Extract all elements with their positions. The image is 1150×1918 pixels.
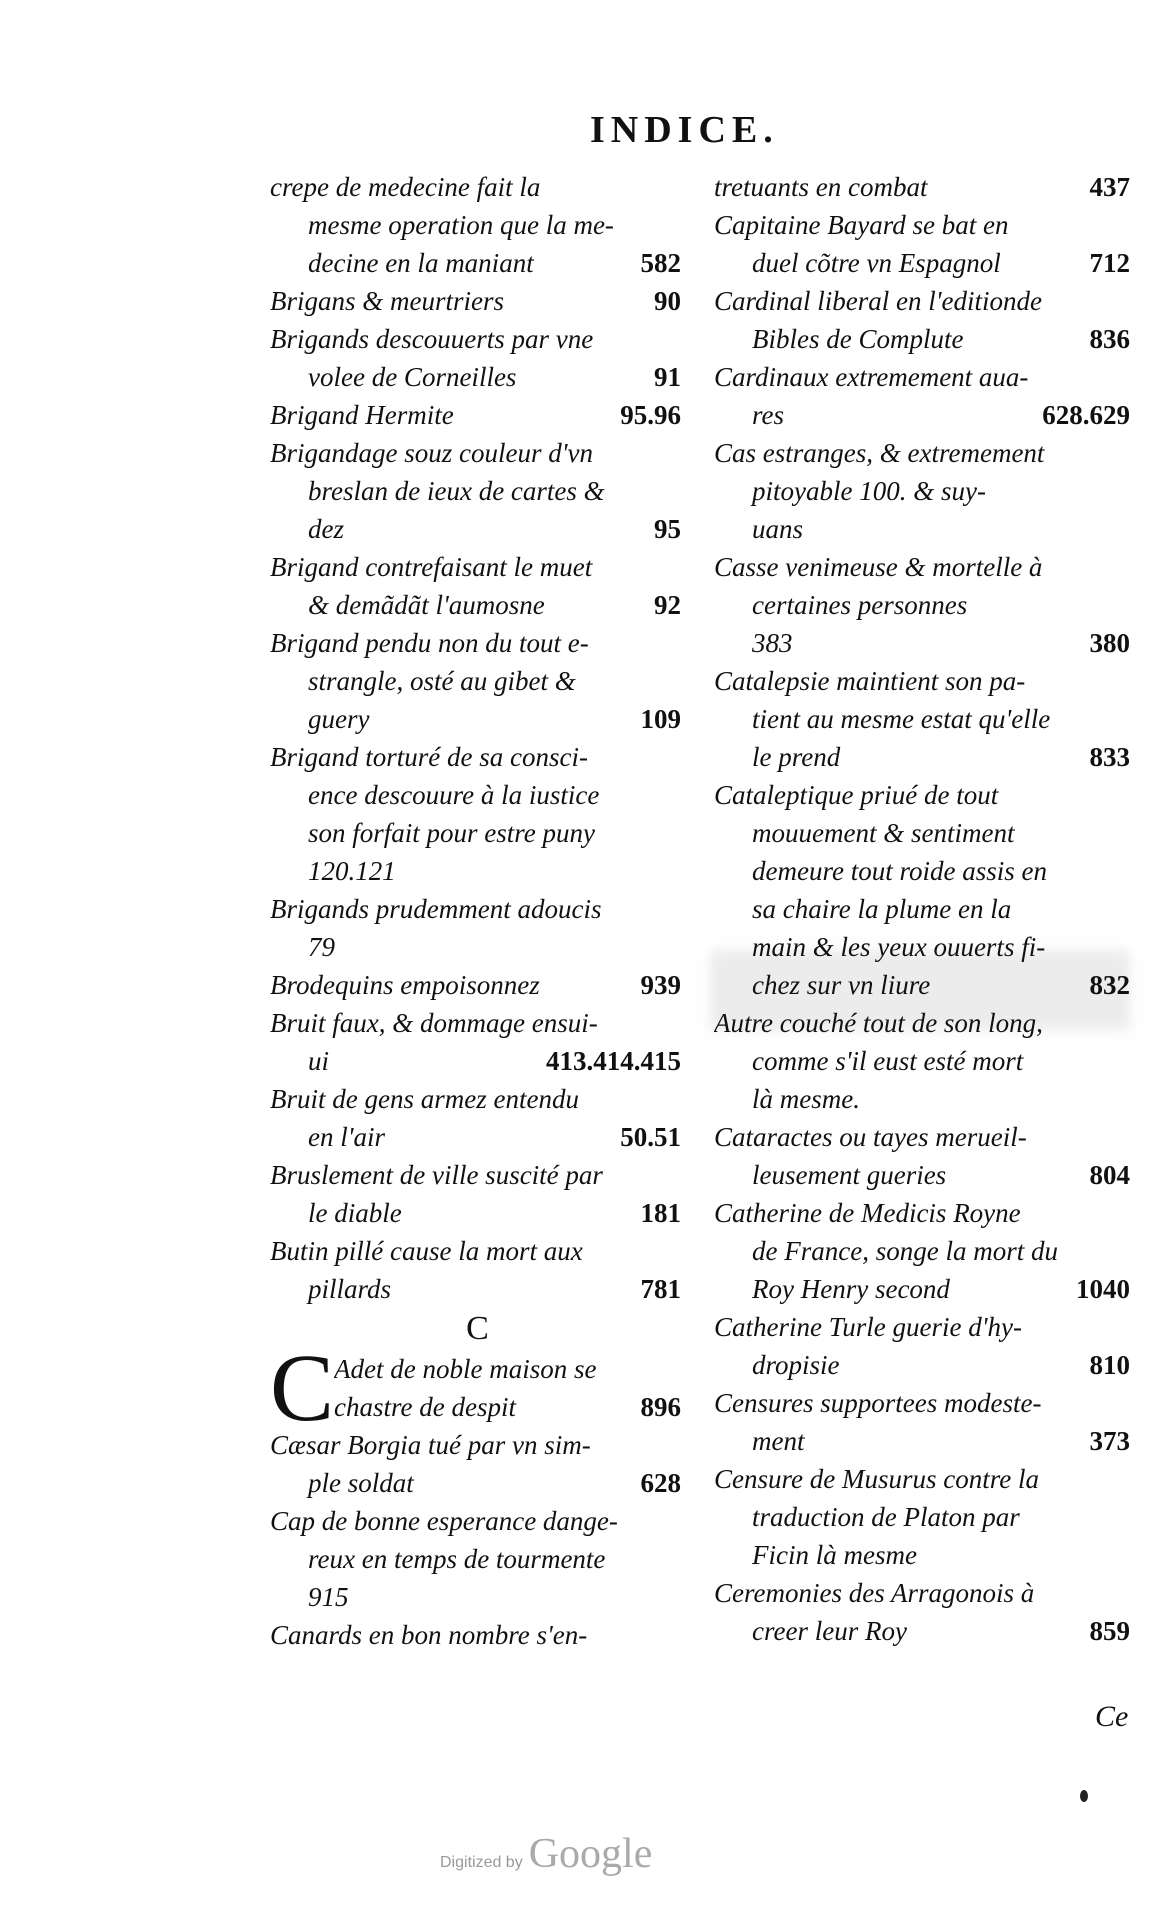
- page-number: 836: [1089, 324, 1130, 354]
- entry-line: [270, 244, 685, 282]
- page-number: 859: [1089, 1616, 1130, 1646]
- entry-line: [270, 1194, 685, 1232]
- entry-line-text: dropisie: [752, 1350, 840, 1380]
- entry-line-text: creer leur Roy: [752, 1616, 907, 1646]
- entry-line-text: Roy Henry second: [752, 1274, 950, 1304]
- entry-line: [714, 1156, 1134, 1194]
- entry-line: [714, 1498, 1134, 1536]
- page-number: 896: [640, 1392, 681, 1422]
- entry-line-text: decine en la maniant: [308, 248, 534, 278]
- index-column-right: [714, 168, 1134, 1650]
- entry-line: [270, 586, 685, 624]
- entry-line-text: Brigans & meurtriers: [270, 286, 505, 316]
- entry-line: [714, 1384, 1134, 1422]
- entry-line-text: Cataleptique priué de tout: [714, 780, 999, 810]
- entry-line-text: Canards en bon nombre s'en-: [270, 1620, 588, 1650]
- entry-line: [714, 776, 1134, 814]
- entry-line: [714, 244, 1134, 282]
- index-entry: [270, 320, 685, 396]
- index-entry: [270, 1426, 685, 1502]
- index-entry: [270, 738, 685, 890]
- page-number: 413.414.415: [546, 1046, 681, 1076]
- running-header: INDICE.: [590, 109, 779, 151]
- entry-line: [714, 814, 1134, 852]
- entry-line: [270, 966, 685, 1004]
- index-entry: [714, 282, 1134, 358]
- entry-line: [714, 1042, 1134, 1080]
- entry-line: [270, 358, 685, 396]
- entry-line-text: Bruit de gens armez entendu: [270, 1084, 579, 1114]
- entry-line-text: Ceremonies des Arragonois à: [714, 1578, 1035, 1608]
- entry-line: [714, 282, 1134, 320]
- entry-line-text: tient au mesme estat qu'elle: [752, 704, 1051, 734]
- entry-line-text: traduction de Platon par: [752, 1502, 1020, 1532]
- entry-line: [270, 282, 685, 320]
- entry-line: [714, 662, 1134, 700]
- index-entry: [714, 206, 1134, 282]
- entry-line: [714, 966, 1134, 1004]
- entry-line-text: ple soldat: [308, 1468, 414, 1498]
- entry-line-text: Brigand pendu non du tout e-: [270, 628, 589, 658]
- index-entry: [714, 1118, 1134, 1194]
- entry-line-text: Brigands descouuerts par vne: [270, 324, 594, 354]
- entry-line: [270, 738, 685, 776]
- page-number: 373: [1089, 1426, 1130, 1456]
- entry-line: [270, 1080, 685, 1118]
- entry-line: [714, 1232, 1134, 1270]
- entry-line: [714, 358, 1134, 396]
- page-number: 92: [654, 590, 681, 620]
- entry-line: [270, 320, 685, 358]
- entry-line: [270, 776, 685, 814]
- entry-line: [714, 396, 1134, 434]
- entry-line-text: en l'air: [308, 1122, 386, 1152]
- entry-line-text: Brodequins empoisonnez: [270, 970, 540, 1000]
- entry-line: [270, 1042, 685, 1080]
- entry-line-text: ence descouure à la iustice: [308, 780, 600, 810]
- entry-line: [714, 510, 1134, 548]
- entry-line-text: pitoyable 100. & suy-: [752, 476, 986, 506]
- index-entry: [714, 1004, 1134, 1118]
- entry-line-text: chez sur vn liure: [752, 970, 931, 1000]
- ink-mark: [1080, 1790, 1088, 1802]
- entry-line: [714, 168, 1134, 206]
- index-entry: [714, 1384, 1134, 1460]
- entry-line-text: Catherine de Medicis Royne: [714, 1198, 1021, 1228]
- page-number: 832: [1089, 970, 1130, 1000]
- entry-line: [270, 1502, 685, 1540]
- entry-line-text: le diable: [308, 1198, 402, 1228]
- entry-line-text: de France, songe la mort du: [752, 1236, 1058, 1266]
- entry-line: [270, 168, 685, 206]
- entry-line: [334, 1388, 685, 1426]
- entry-line: [714, 700, 1134, 738]
- entry-line-text: res: [752, 400, 784, 430]
- index-entry: [270, 1004, 685, 1080]
- entry-line-text: duel cõtre vn Espagnol: [752, 248, 1001, 278]
- entry-line-text: Censure de Musurus contre la: [714, 1464, 1039, 1494]
- entry-line-text: Cataractes ou tayes merueil-: [714, 1122, 1027, 1152]
- index-entry: [270, 1502, 685, 1616]
- page-number: 90: [654, 286, 681, 316]
- entry-line-text: leusement gueries: [752, 1160, 947, 1190]
- entry-line: [270, 1118, 685, 1156]
- entry-line-text: Brigands prudemment adoucis: [270, 894, 602, 924]
- entry-line-text: Bruit faux, & dommage ensui-: [270, 1008, 598, 1038]
- index-entry: [270, 890, 685, 966]
- digitized-by-text: Digitized by: [440, 1854, 523, 1871]
- page-number: 1040: [1076, 1274, 1130, 1304]
- entry-line: [714, 434, 1134, 472]
- entry-line: [270, 510, 685, 548]
- entry-line: [270, 548, 685, 586]
- entry-line: [714, 1270, 1134, 1308]
- entry-line: [270, 700, 685, 738]
- entry-line-text: demeure tout roide assis en: [752, 856, 1047, 886]
- entry-line-text: Ficin là mesme: [752, 1540, 917, 1570]
- entry-line: [714, 1194, 1134, 1232]
- index-entry: [270, 168, 685, 282]
- entry-line: [714, 928, 1134, 966]
- entry-line-text: Bibles de Complute: [752, 324, 964, 354]
- dropcap-entry: [270, 1334, 685, 1441]
- index-entry: [714, 358, 1134, 434]
- entry-line: [714, 1308, 1134, 1346]
- page-number: 810: [1089, 1350, 1130, 1380]
- page-number: 50.51: [620, 1122, 681, 1152]
- entry-line-text: & demãdãt l'aumosne: [308, 590, 545, 620]
- entry-line: [714, 1118, 1134, 1156]
- entry-line: [714, 852, 1134, 890]
- entry-line: [270, 928, 685, 966]
- entry-line: [714, 1460, 1134, 1498]
- entry-line-text: comme s'il eust esté mort: [752, 1046, 1024, 1076]
- entry-line-text: mouuement & sentiment: [752, 818, 1015, 848]
- entry-line-text: 79: [308, 932, 335, 962]
- index-entry: [714, 434, 1134, 548]
- entry-line: [270, 206, 685, 244]
- index-entry: [270, 434, 685, 548]
- entry-line: [270, 890, 685, 928]
- section-letter: C: [466, 1310, 489, 1347]
- entry-line-text: ui: [308, 1046, 330, 1076]
- index-entry: [270, 1616, 685, 1654]
- entry-line-text: Cardinaux extremement aua-: [714, 362, 1029, 392]
- entry-line-text: Cardinal liberal en l'editionde: [714, 286, 1042, 316]
- entry-line: [270, 852, 685, 890]
- entry-line-text: Cæsar Borgia tué par vn sim-: [270, 1430, 591, 1460]
- entry-line: [714, 1422, 1134, 1460]
- page-number: 95.96: [620, 400, 681, 430]
- entry-line: [270, 1464, 685, 1502]
- index-entry: [714, 1194, 1134, 1308]
- entry-line: [714, 1346, 1134, 1384]
- page-number: 109: [640, 704, 681, 734]
- entry-line: [270, 814, 685, 852]
- entry-line: [714, 1536, 1134, 1574]
- index-entry: [714, 1460, 1134, 1574]
- digitized-footer: [440, 1830, 700, 1880]
- index-entry: [714, 776, 1134, 1004]
- entry-line-text: Brigand contrefaisant le muet: [270, 552, 593, 582]
- entry-line-text: Casse venimeuse & mortelle à: [714, 552, 1043, 582]
- page-number: 628.629: [1042, 400, 1130, 430]
- entry-line: [714, 890, 1134, 928]
- right-entries: [714, 168, 1134, 1650]
- entry-line-text: Brigand torturé de sa consci-: [270, 742, 588, 772]
- google-logo: Google: [528, 1831, 653, 1877]
- entry-line-text: crepe de medecine fait la: [270, 172, 541, 202]
- entry-line: [714, 1004, 1134, 1042]
- entry-line-text: dez: [308, 514, 344, 544]
- entry-line: [270, 434, 685, 472]
- index-entry: [270, 1080, 685, 1156]
- index-entry: [714, 548, 1134, 662]
- entry-line: [270, 396, 685, 434]
- index-entry: [270, 396, 685, 434]
- entry-line-text: Censures supportees modeste-: [714, 1388, 1042, 1418]
- catchword: Ce: [1095, 1700, 1129, 1733]
- entry-line-text: tretuants en combat: [714, 172, 928, 202]
- entry-line: [270, 1578, 685, 1616]
- entry-line: [270, 1156, 685, 1194]
- entry-line-text: pillards: [308, 1274, 392, 1304]
- entry-line-text: son forfait pour estre puny: [308, 818, 595, 848]
- entry-line-text: Brigandage souz couleur d'vn: [270, 438, 593, 468]
- index-entry: [270, 1156, 685, 1232]
- page-number: 804: [1089, 1160, 1130, 1190]
- index-entry: [270, 548, 685, 624]
- entry-line-text: ment: [752, 1426, 805, 1456]
- entry-line-text: breslan de ieux de cartes &: [308, 476, 605, 506]
- entry-line-text: reux en temps de tourmente: [308, 1544, 606, 1574]
- page-number: 95: [654, 514, 681, 544]
- entry-line: [270, 1004, 685, 1042]
- entry-line-text: Catalepsie maintient son pa-: [714, 666, 1026, 696]
- dropcap-letter: C: [270, 1334, 335, 1441]
- entry-line-text: uans: [752, 514, 804, 544]
- entry-line: [714, 320, 1134, 358]
- entry-line-text: sa chaire la plume en la: [752, 894, 1012, 924]
- entry-line-text: main & les yeux ouuerts fi-: [752, 932, 1046, 962]
- page-number: 582: [640, 248, 681, 278]
- index-entry: [714, 1574, 1134, 1650]
- entry-line-text: Butin pillé cause la mort aux: [270, 1236, 583, 1266]
- entry-line: [714, 1080, 1134, 1118]
- page-number: 181: [640, 1198, 681, 1228]
- page-number: 939: [640, 970, 681, 1000]
- entry-line: [714, 1612, 1134, 1650]
- entry-line-text: le prend: [752, 742, 841, 772]
- entry-line: [714, 548, 1134, 586]
- entry-line-text: Brigand Hermite: [270, 400, 454, 430]
- index-entry: [714, 168, 1134, 206]
- entry-line: [714, 206, 1134, 244]
- entry-line-text: 383: [752, 628, 793, 658]
- entry-line-text: volee de Corneilles: [308, 362, 517, 392]
- left-entries-after: [270, 1426, 685, 1654]
- page-number: 91: [654, 362, 681, 392]
- entry-line-text: Bruslement de ville suscité par: [270, 1160, 603, 1190]
- entry-line: [270, 472, 685, 510]
- entry-line-text: strangle, osté au gibet &: [308, 666, 576, 696]
- index-entry: [714, 1308, 1134, 1384]
- page-number: 628: [640, 1468, 681, 1498]
- entry-line: [714, 738, 1134, 776]
- entry-line-text: guery: [308, 704, 370, 734]
- entry-line-text: Capitaine Bayard se bat en: [714, 210, 1009, 240]
- entry-line: [270, 1540, 685, 1578]
- entry-line: [714, 586, 1134, 624]
- left-entries: [270, 168, 685, 1308]
- entry-line: [270, 662, 685, 700]
- entry-line: [270, 624, 685, 662]
- entry-line-text: 915: [308, 1582, 349, 1612]
- entry-line: [714, 472, 1134, 510]
- entry-line-text: Catherine Turle guerie d'hy-: [714, 1312, 1022, 1342]
- entry-line-text: 120.121: [308, 856, 396, 886]
- index-entry: [270, 966, 685, 1004]
- page-number: 437: [1089, 172, 1130, 202]
- entry-line: [270, 1270, 685, 1308]
- index-entry: [714, 662, 1134, 776]
- entry-line-text: mesme operation que la me-: [308, 210, 614, 240]
- entry-line-text: certaines personnes: [752, 590, 968, 620]
- entry-line: [714, 624, 1134, 662]
- page-number: 833: [1089, 742, 1130, 772]
- entry-line-text: Cap de bonne esperance dange-: [270, 1506, 618, 1536]
- page-number: 380: [1089, 628, 1130, 658]
- entry-line-text: Autre couché tout de son long,: [714, 1008, 1043, 1038]
- entry-line-text: là mesme.: [752, 1084, 860, 1114]
- index-column-left: [270, 168, 685, 1654]
- entry-line: [270, 1426, 685, 1464]
- entry-line-text: chastre de despit: [334, 1392, 516, 1422]
- entry-line: [270, 1232, 685, 1270]
- entry-line: [270, 1616, 685, 1654]
- index-entry: [270, 282, 685, 320]
- entry-line: Adet de noble maison se: [334, 1354, 597, 1384]
- entry-line: [714, 1574, 1134, 1612]
- page-number: 712: [1089, 248, 1130, 278]
- page-number: 781: [640, 1274, 681, 1304]
- index-entry: [270, 624, 685, 738]
- index-entry: [270, 1232, 685, 1308]
- entry-line-text: Cas estranges, & extremement: [714, 438, 1045, 468]
